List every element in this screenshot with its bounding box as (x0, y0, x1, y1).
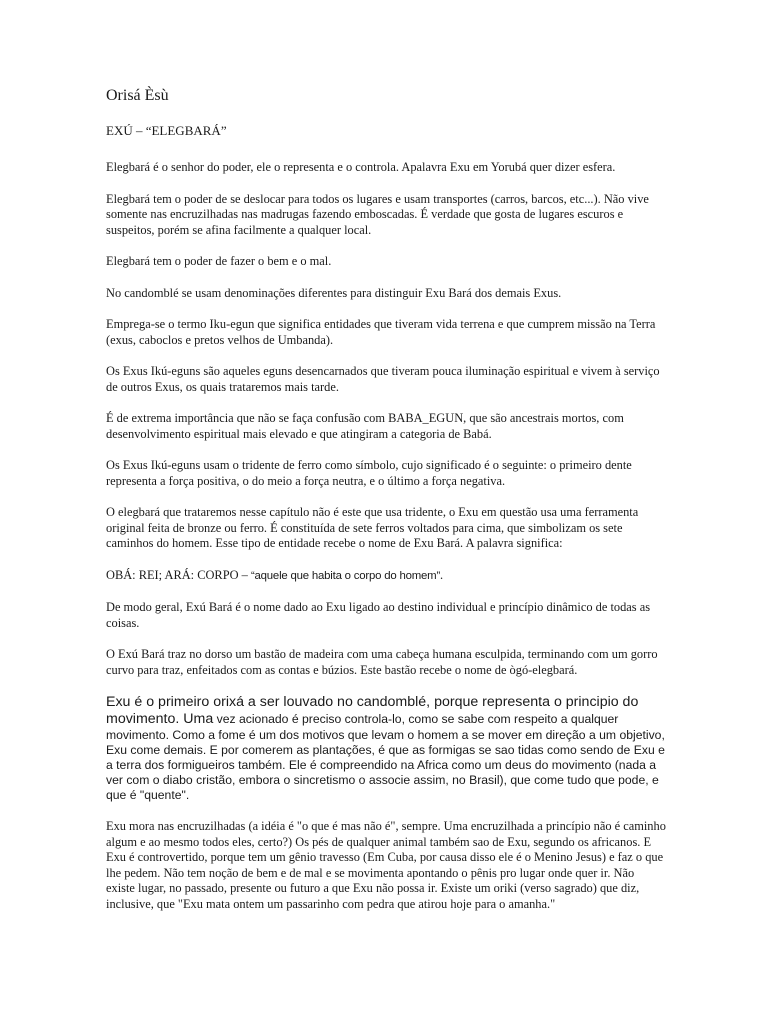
paragraph: Os Exus Ikú-eguns são aqueles eguns desencarnados que tiveram pouca iluminação espiritual e vivem à serviço de outros Exus, os quais trataremos mais tarde. (106, 364, 660, 394)
oba-line (106, 568, 666, 585)
document-title: Orisá Èsù (106, 87, 169, 104)
paragraph: Os Exus Ikú-eguns usam o tridente de ferro como símbolo, cujo significado é o seguinte: o primeiro dente representa a força positiva, o do meio a força neutra, e o último a força negativa. (106, 458, 632, 488)
big-paragraph-lead: Exu é o primeiro orixá a ser louvado no candomblé, porque representa o principio do movimento. Uma (106, 694, 639, 727)
oba-line-quote: “aquele que habita o corpo do homem” (250, 569, 441, 582)
big-paragraph-rest: vez acionado é preciso controla-lo, como se sabe com respeito a qualquer movimento. Como a fome é um dos motivos que levam o homem a se mover em direção a um objetivo, Exu come demais. E por comerem as plantações, é que as formigas se sao tidas como sendo de Exu e a terra dos formigueiros também. Ele é compreendido na Africa como um deus do movimento (nada a ver com o diabo cristão, embora o sincretismo o associe assim, no Brasil), que come tudo que pode, e que é "quente". (106, 712, 665, 802)
paragraph: Elegbará tem o poder de fazer o bem e o mal. (106, 254, 332, 268)
oba-line-suffix: . (440, 567, 444, 582)
paragraph: O Exú Bará traz no dorso um bastão de madeira com uma cabeça humana esculpida, terminando com um gorro curvo para traz, enfeitados com as contas e búzios. Este bastão recebe o nome de ògó-elegbará. (106, 647, 658, 677)
paragraph: Emprega-se o termo Iku-egun que significa entidades que tiveram vida terrena e que cumprem missão na Terra (exus, caboclos e pretos velhos de Umbanda). (106, 317, 656, 347)
paragraph: Elegbará é o senhor do poder, ele o representa e o controla. Apalavra Exu em Yorubá quer dizer esfera. (106, 160, 616, 174)
paragraph: É de extrema importância que não se faça confusão com BABA_EGUN, que são ancestrais mortos, com desenvolvimento espiritual mais elevado e que atingiram a categoria de Babá. (106, 411, 624, 441)
paragraph: No candomblé se usam denominações diferentes para distinguir Exu Bará dos demais Exus. (106, 285, 562, 300)
paragraph: Elegbará tem o poder de se deslocar para todos os lugares e usam transportes (carros, barcos, etc...). Não vive somente nas encruzilhadas nas madrugas fazendo emboscadas. É verdade que gosta de lugares escuros e suspeitos, porém se afina facilmente a qualquer local. (106, 191, 649, 237)
paragraph: O elegbará que trataremos nesse capítulo não é este que usa tridente, o Exu em questão usa uma ferramenta original feita de bronze ou ferro. É constituída de sete ferros voltados para cima, que simbolizam os sete caminhos do homem. Esse tipo de entidade recebe o nome de Exu Bará. A palavra significa: (106, 505, 639, 550)
oba-line-prefix: OBÁ: REI; ARÁ: CORPO – (106, 567, 251, 582)
last-paragraph: Exu mora nas encruzilhadas (a idéia é "o que é mas não é", sempre. Uma encruzilhada a princípio não é caminho algum e ao mesmo todos eles, certo?) Os pés de qualquer animal também sao de Exu, segundo os africanos. E Exu é controvertido, porque tem um gênio travesso (Em Cuba, por causa disso ele é o Menino Jesus) e faz o que lhe pedem. Não tem noção de bem e de mal e se movimenta apontando o pênis pro lugar onde quer ir. Não existe lugar, no passado, presente ou futuro a que Exu não possa ir. Existe um oriki (verso sagrado) que diz, inclusive, que "Exu mata ontem um passarinho com pedra que atirou hoje para o amanha." (106, 819, 666, 911)
document-subtitle: EXÚ – “ELEGBARÁ” (106, 123, 227, 138)
paragraph: De modo geral, Exú Bará é o nome dado ao Exu ligado ao destino individual e princípio dinâmico de todas as coisas. (106, 600, 651, 630)
big-paragraph (106, 694, 666, 803)
document-page (106, 86, 666, 928)
